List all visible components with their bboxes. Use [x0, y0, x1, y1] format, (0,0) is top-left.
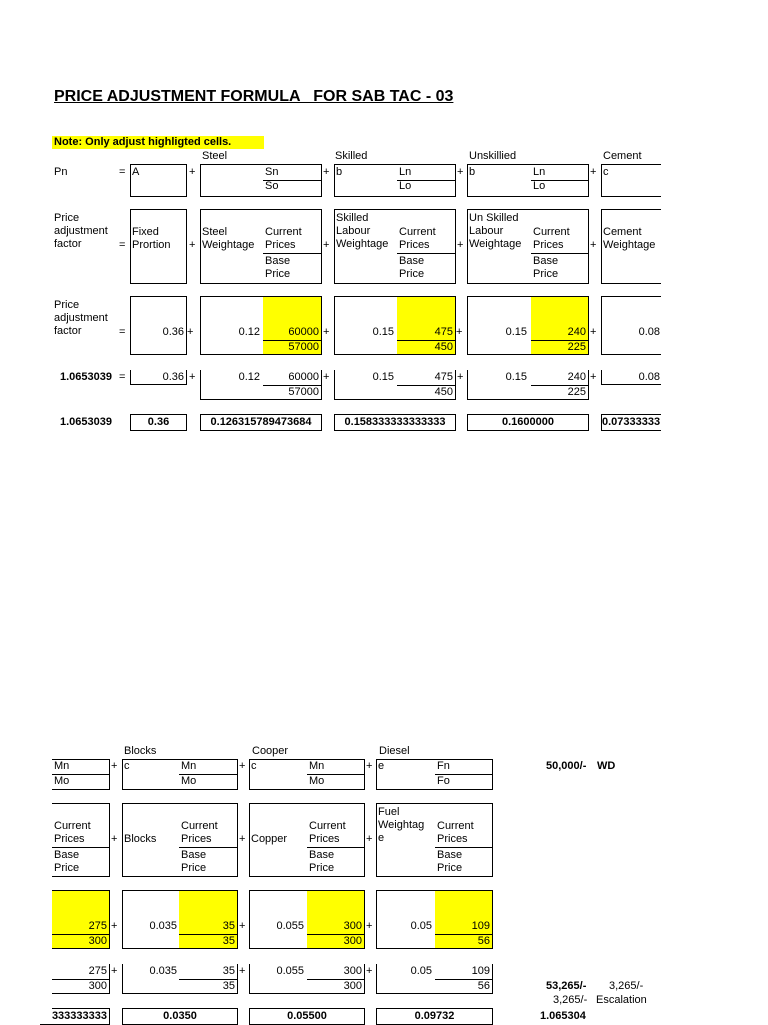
escalation-label: Escalation	[596, 994, 647, 1006]
plus-sign: +	[590, 326, 597, 338]
current-prices-label: Current Prices	[309, 820, 346, 845]
escalation-amount-top: 3,265/-	[609, 980, 644, 992]
symbol-c: c	[124, 760, 130, 772]
cement-result-left-clip	[48, 1009, 52, 1024]
equals-sign: =	[119, 166, 126, 178]
cement-weightage-label: Cement Weightage	[603, 226, 656, 251]
symbol-a: A	[132, 166, 140, 178]
result-value: 1.0653039	[60, 416, 112, 428]
base-price-label: Base Price	[437, 849, 463, 874]
symbol-mn: Mn	[181, 760, 197, 772]
plus-sign: +	[323, 326, 330, 338]
divider-line	[531, 253, 589, 254]
cement-weightage-value: 0.08	[638, 371, 660, 383]
copper-result: 0.05500	[287, 1010, 327, 1022]
copper-base-price[interactable]: 300	[343, 935, 362, 947]
diesel-current-price: 109	[471, 965, 490, 977]
copper-current-price: 300	[343, 965, 362, 977]
result-value: 1.0653039	[60, 371, 112, 383]
blocks-weightage-value: 0.035	[149, 965, 177, 977]
header-skilled: Skilled	[335, 150, 368, 162]
symbol-mo: Mo	[309, 775, 325, 787]
header-blocks: Blocks	[124, 745, 157, 757]
plus-sign: +	[239, 833, 246, 845]
amount-label: WD	[597, 760, 616, 772]
header-unskilled: Unskillied	[469, 150, 517, 162]
steel-weightage-label: Steel Weightage	[202, 226, 255, 251]
page-edge-mask	[0, 740, 52, 1024]
symbol-fn: Fn	[437, 760, 450, 772]
symbol-c: c	[251, 760, 257, 772]
current-prices-label: Current Prices	[265, 226, 302, 251]
price-adjustment-label: Price adjustment factor	[54, 299, 108, 337]
plus-sign: +	[457, 239, 464, 251]
unskilled-current-price: 240	[567, 371, 586, 383]
plus-sign: +	[323, 371, 330, 383]
plus-sign: +	[111, 760, 118, 772]
plus-sign: +	[189, 371, 196, 383]
diesel-base-price: 56	[477, 980, 490, 992]
plus-sign: +	[239, 760, 246, 772]
plus-sign: +	[111, 965, 118, 977]
fixed-value: 0.36	[162, 326, 184, 338]
cement-result: 0.07333333	[602, 416, 661, 428]
symbol-mo: Mo	[54, 775, 70, 787]
equals-sign: =	[119, 371, 126, 383]
cement-current-price[interactable]: 275	[88, 920, 107, 932]
plus-sign: +	[111, 920, 118, 932]
cement-result-clip	[602, 415, 661, 430]
diesel-weightage-value: 0.05	[410, 920, 432, 932]
note-highlight: Note: Only adjust highligted cells.	[52, 136, 264, 149]
plus-sign: +	[239, 965, 246, 977]
plus-sign: +	[323, 239, 330, 251]
steel-result: 0.126315789473684	[210, 416, 312, 428]
page-edge-mask	[661, 140, 768, 440]
skilled-current-price: 475	[434, 371, 453, 383]
blocks-result: 0.0350	[163, 1010, 197, 1022]
divider-line	[307, 847, 365, 848]
copper-base-price: 300	[343, 980, 362, 992]
diesel-base-price[interactable]: 56	[477, 935, 490, 947]
header-cement: Cement	[603, 150, 642, 162]
unskilled-base-price[interactable]: 225	[567, 341, 586, 353]
copper-current-price[interactable]: 300	[343, 920, 362, 932]
skilled-weightage-label: Skilled Labour Weightage	[336, 212, 389, 250]
blocks-current-price: 35	[222, 965, 235, 977]
blocks-current-price[interactable]: 35	[222, 920, 235, 932]
symbol-mn: Mn	[309, 760, 325, 772]
header-diesel: Diesel	[379, 745, 410, 757]
equals-sign: =	[119, 239, 126, 251]
divider-line	[179, 847, 238, 848]
plus-sign: +	[456, 326, 463, 338]
divider-line	[52, 847, 110, 848]
base-price-label: Base Price	[54, 849, 80, 874]
diesel-result: 0.09732	[414, 1010, 455, 1022]
fixed-value: 0.36	[162, 371, 184, 383]
plus-sign: +	[189, 239, 196, 251]
cement-base-price[interactable]: 300	[88, 935, 107, 947]
diesel-weightage-value: 0.05	[410, 965, 432, 977]
plus-sign: +	[366, 965, 373, 977]
header-cooper: Cooper	[252, 745, 289, 757]
cement-result: 333333333	[51, 1010, 107, 1022]
plus-sign: +	[189, 166, 196, 178]
blocks-label: Blocks	[124, 833, 157, 845]
current-prices-label: Current Prices	[437, 820, 474, 845]
plus-sign: +	[111, 833, 118, 845]
plus-sign: +	[366, 833, 373, 845]
fixed-result: 0.36	[147, 416, 170, 428]
symbol-sn: Sn	[265, 166, 279, 178]
symbol-b: b	[336, 166, 343, 178]
symbol-lo: Lo	[533, 180, 546, 192]
cement-base-price: 300	[88, 980, 107, 992]
blocks-base-price[interactable]: 35	[222, 935, 235, 947]
skilled-base-price: 450	[434, 386, 453, 398]
plus-sign: +	[590, 371, 597, 383]
base-price-label: Base Price	[533, 255, 559, 280]
equals-sign: =	[119, 326, 126, 338]
page-title: PRICE ADJUSTMENT FORMULA FOR SAB TAC - 03	[54, 88, 454, 105]
steel-base-price: 57000	[288, 386, 319, 398]
symbol-e: e	[378, 760, 385, 772]
current-prices-label: Current Prices	[399, 226, 436, 251]
unskilled-weightage-value: 0.15	[505, 326, 527, 338]
plus-sign: +	[590, 239, 597, 251]
unskilled-base-price: 225	[567, 386, 586, 398]
symbol-ln: Ln	[399, 166, 412, 178]
base-price-label: Base Price	[309, 849, 335, 874]
pn-label: Pn	[54, 166, 68, 178]
steel-weightage-value: 0.12	[238, 326, 260, 338]
price-adjustment-label: Price adjustment factor	[54, 212, 108, 250]
steel-current-price: 60000	[288, 371, 319, 383]
current-prices-label: Current Prices	[181, 820, 218, 845]
unskilled-result: 0.1600000	[502, 416, 554, 428]
symbol-mo: Mo	[181, 775, 197, 787]
amount-value: 50,000/-	[546, 760, 587, 772]
unskilled-weightage-label: Un Skilled Labour Weightage	[469, 212, 522, 250]
divider-line	[435, 847, 493, 848]
plus-sign: +	[323, 166, 330, 178]
skilled-current-price[interactable]: 475	[434, 326, 453, 338]
diesel-current-price[interactable]: 109	[471, 920, 490, 932]
cement-current-price: 275	[88, 965, 107, 977]
steel-weightage-value: 0.12	[238, 371, 260, 383]
steel-current-price[interactable]: 60000	[288, 326, 319, 338]
plus-sign: +	[457, 371, 464, 383]
plus-sign: +	[239, 920, 246, 932]
symbol-c: c	[603, 166, 609, 178]
plus-sign: +	[590, 166, 597, 178]
copper-weightage-value: 0.055	[276, 965, 304, 977]
symbol-so: So	[265, 180, 279, 192]
unskilled-current-price[interactable]: 240	[567, 326, 586, 338]
plus-sign: +	[366, 920, 373, 932]
symbol-b: b	[469, 166, 476, 178]
factor-value: 1.065304	[540, 1010, 586, 1022]
escalation-amount: 3,265/-	[553, 994, 588, 1006]
current-prices-label: Current Prices	[533, 226, 570, 251]
symbol-lo: Lo	[399, 180, 412, 192]
plus-sign: +	[457, 166, 464, 178]
skilled-weightage-value: 0.15	[372, 371, 394, 383]
steel-base-price[interactable]: 57000	[288, 341, 319, 353]
plus-sign: +	[366, 760, 373, 772]
base-price-label: Base Price	[265, 255, 291, 280]
divider-line	[263, 253, 322, 254]
cement-weightage-value: 0.08	[638, 326, 660, 338]
total-value: 53,265/-	[546, 980, 587, 992]
fixed-portion-label: Fixed Prortion	[132, 226, 171, 251]
current-prices-label: Current Prices	[54, 820, 91, 845]
plus-sign: +	[187, 326, 194, 338]
divider-line	[397, 253, 456, 254]
skilled-result: 0.158333333333333	[344, 416, 446, 428]
copper-weightage-value: 0.055	[276, 920, 304, 932]
blocks-base-price: 35	[222, 980, 235, 992]
cement-result-clip	[48, 1009, 109, 1024]
skilled-weightage-value: 0.15	[372, 326, 394, 338]
base-price-label: Base Price	[181, 849, 207, 874]
fuel-weightage-label: Fuel Weightag e	[378, 806, 425, 844]
unskilled-weightage-value: 0.15	[505, 371, 527, 383]
symbol-mn: Mn	[54, 760, 70, 772]
blocks-weightage-value: 0.035	[149, 920, 177, 932]
base-price-label: Base Price	[399, 255, 425, 280]
symbol-ln: Ln	[533, 166, 546, 178]
copper-label: Copper	[251, 833, 288, 845]
header-steel: Steel	[202, 150, 228, 162]
symbol-fo: Fo	[437, 775, 450, 787]
skilled-base-price[interactable]: 450	[434, 341, 453, 353]
